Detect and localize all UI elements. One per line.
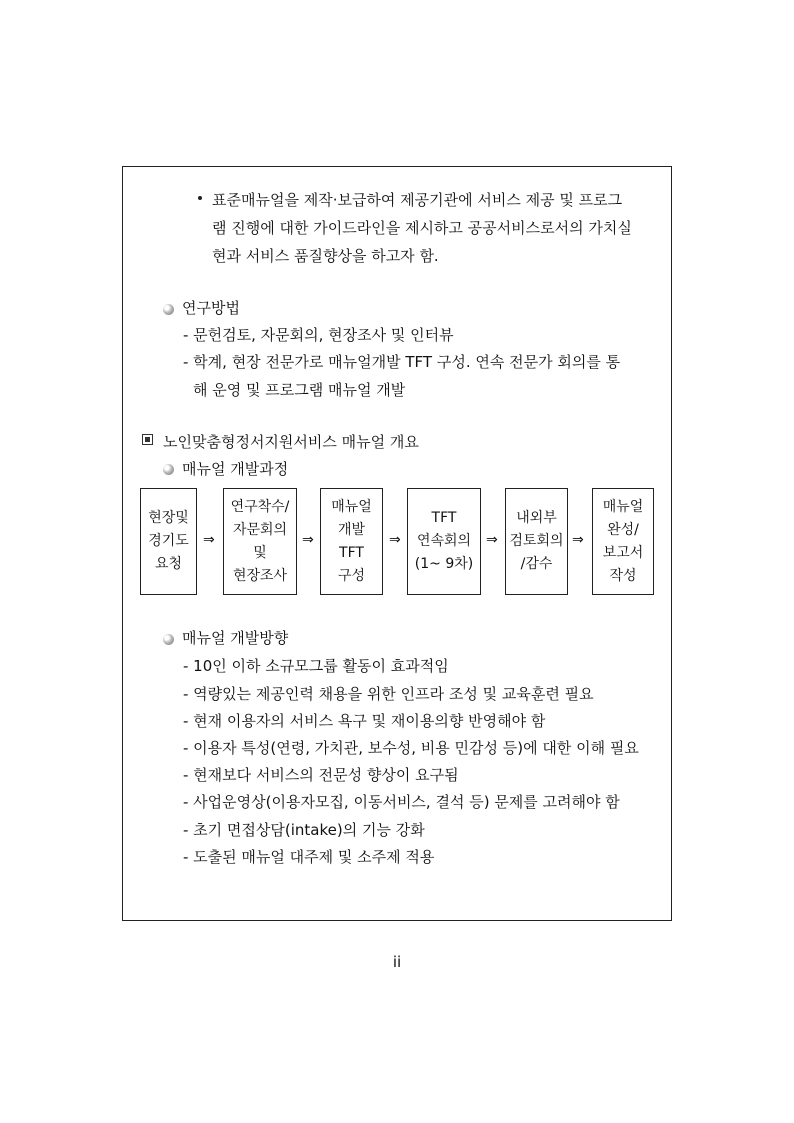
intro-line-3: 현과 서비스 품질향상을 하고자 함.: [212, 247, 439, 265]
direction-item-2: - 역량있는 제공인력 채용을 위한 인프라 조성 및 교육훈련 필요: [183, 685, 594, 703]
process-step-4: TFT 연속회의 (1~ 9차): [407, 488, 481, 595]
direction-item-4: - 이용자 특성(연령, 가치관, 보수성, 비용 민감성 등)에 대한 이해 필요: [183, 739, 639, 757]
arrow-icon: ⇒: [302, 532, 314, 548]
direction-item-3: - 현재 이용자의 서비스 욕구 및 재이용의향 반영해야 함: [183, 712, 546, 730]
page-number: ii: [392, 953, 402, 971]
orb-bullet-icon: [163, 464, 174, 475]
process-step-5: 내외부 검토회의 /감수: [505, 488, 568, 595]
process-step-2: 연구착수/ 자문회의 및 현장조사: [223, 488, 297, 595]
arrow-icon: ⇒: [203, 532, 215, 548]
overview-title: 노인맞춤형정서지원서비스 매뉴얼 개요: [163, 433, 419, 451]
intro-line-2: 램 진행에 대한 가이드라인을 제시하고 공공서비스로서의 가치실: [212, 219, 632, 237]
orb-bullet-icon: [163, 304, 174, 315]
bullet-icon: [198, 196, 202, 200]
method-item-2: - 학계, 현장 전문가로 매뉴얼개발 TFT 구성. 연속 전문가 회의를 통: [183, 353, 621, 371]
arrow-icon: ⇒: [572, 532, 584, 548]
direction-item-7: - 초기 면접상담(intake)의 기능 강화: [183, 821, 425, 839]
direction-item-6: - 사업운영상(이용자모집, 이동서비스, 결석 등) 문제를 고려해야 함: [183, 793, 620, 811]
orb-bullet-icon: [163, 634, 174, 645]
process-step-3: 매뉴얼 개발 TFT 구성: [320, 488, 383, 595]
process-step-1: 현장및 경기도 요청: [140, 488, 197, 595]
intro-line-1: 표준매뉴얼을 제작‧보급하여 제공기관에 서비스 제공 및 프로그: [212, 191, 623, 209]
direction-item-8: - 도출된 매뉴얼 대주제 및 소주제 적용: [183, 848, 435, 866]
direction-item-1: - 10인 이하 소규모그룹 활동이 효과적임: [183, 657, 449, 675]
method-item-1: - 문헌검토, 자문회의, 현장조사 및 인터뷰: [183, 326, 454, 344]
arrow-icon: ⇒: [486, 532, 498, 548]
process-heading: 매뉴얼 개발과정: [182, 460, 289, 478]
process-step-6: 매뉴얼 완성/ 보고서 작성: [592, 488, 654, 595]
square-bullet-icon: [142, 434, 153, 445]
method-item-3: 해 운영 및 프로그램 매뉴얼 개발: [193, 381, 406, 399]
method-heading: 연구방법: [182, 299, 240, 317]
arrow-icon: ⇒: [389, 532, 401, 548]
direction-item-5: - 현재보다 서비스의 전문성 향상이 요구됨: [183, 766, 459, 784]
direction-heading: 매뉴얼 개발방향: [182, 629, 289, 647]
